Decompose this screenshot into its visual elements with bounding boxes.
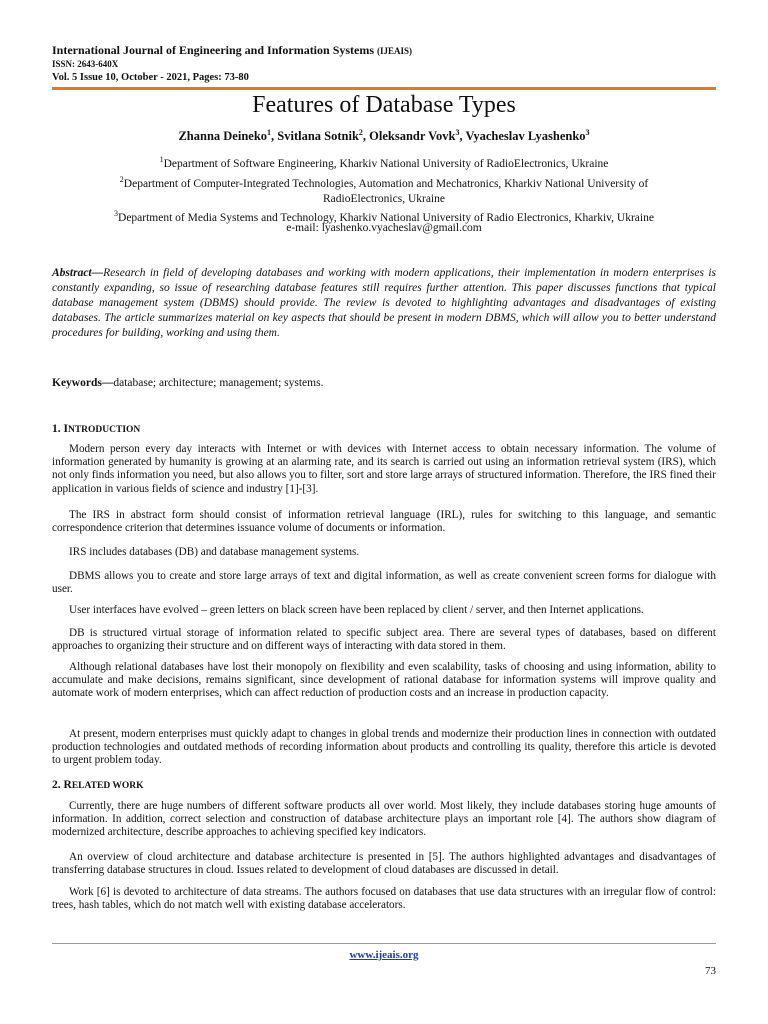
section-heading-introduction: 1. INTRODUCTION — [52, 423, 141, 435]
journal-issn: ISSN: 2643-640X — [52, 59, 119, 69]
paragraph: The IRS in abstract form should consist of information retrieval language (IRL), rules for switching to this language, and semantic correspondence criterion that determines issuance volume of documents or information. — [52, 509, 716, 535]
author-email: e-mail: lyashenko.vyacheslav@gmail.com — [286, 222, 482, 234]
paragraph: User interfaces have evolved – green letters on black screen have been replaced by client / server, and then Internet applications. — [69, 604, 644, 616]
paragraph: Although relational databases have lost their monopoly on flexibility and even scalability, tasks of choosing and using information, ability to accumulate and make decisions, remains significant, since development of rational database for information systems will improve quality and automate work of modern enterprises, which can affect reduction of production costs and an increase in production capacity. — [52, 661, 716, 700]
footer-rule — [52, 943, 716, 944]
page-number: 73 — [705, 965, 716, 977]
header-rule — [52, 87, 716, 90]
paragraph: At present, modern enterprises must quickly adapt to changes in global trends and modernize their production lines in connection with outdated production technologies and outdated methods of recording information about products and controlling its quality, therefore this article is devoted to urgent problem today. — [52, 728, 716, 767]
abstract — [52, 266, 716, 341]
paragraph: IRS includes databases (DB) and database management systems. — [69, 546, 360, 558]
paragraph: DBMS allows you to create and store large arrays of text and digital information, as well as create convenient screen forms for dialogue with user. — [52, 570, 716, 596]
paragraph: Work [6] is devoted to architecture of data streams. The authors focused on databases that use data structures with an irregular flow of control: trees, hash tables, which do not match well with existing database accelerators. — [52, 886, 716, 912]
keywords — [52, 377, 716, 389]
paragraph: An overview of cloud architecture and database architecture is presented in [5]. The authors highlighted advantages and disadvantages of transferring database structures in cloud. Issues related to development of cloud databases are discussed in detail. — [52, 851, 716, 877]
paragraph: DB is structured virtual storage of information related to specific subject area. There are several types of databases, based on different approaches to organizing their structure and on different ways of interacting with data stored in them. — [52, 627, 716, 653]
journal-abbr: (IJEAIS) — [377, 46, 413, 56]
keywords-text: database; architecture; management; systems. — [113, 377, 324, 389]
affiliation-3: $^3$Department of Media Systems and Technology, Kharkiv National University of Radio Electronics, Kharkiv, Ukraine — [114, 209, 654, 224]
paper-title: Features of Database Types — [252, 92, 516, 118]
journal-name: International Journal of Engineering and Information Systems — [52, 43, 375, 57]
journal-website-link[interactable]: www.ijeais.org — [349, 949, 419, 961]
paragraph: Currently, there are huge numbers of different software products all over world. Most likely, they include databases storing huge amounts of information. In addition, correct selection and construction of database architecture plays an important role [4]. The authors show diagram of modernized architecture, describe approaches to achieving specified key indicators. — [52, 800, 716, 839]
author-list: Zhanna Deineko$^1$, Svitlana Sotnik$^2$, Oleksandr Vovk$^3$, Vyacheslav Lyashenko$^3$ — [178, 128, 590, 144]
paragraph: Modern person every day interacts with Internet or with devices with Internet access to obtain necessary information. The volume of information generated by humanity is growing at an alarming rate, and its search is carried out using an information retrieval system (IRS), which not only finds information you need, but also allows you to filter, sort and store large arrays of structured information. Therefore, the IRS fined their application in various fields of science and industry [1]-[3]. — [52, 443, 716, 495]
affiliation-1: $^1$Department of Software Engineering, Kharkiv National University of RadioElectronics, Ukraine — [159, 155, 609, 170]
section-heading-related-work: 2. RELATED WORK — [52, 779, 144, 791]
journal-volume: Vol. 5 Issue 10, October - 2021, Pages: 73-80 — [52, 72, 249, 83]
journal-header — [52, 44, 412, 84]
abstract-label: Abstract— — [52, 267, 104, 279]
abstract-text: Research in field of developing databases and working with modern applications, their implementation in modern enterprises is constantly expanding, so issue of researching database features still requires further attention. This paper discusses functions that typical database management system (DBMS) should provide. The review is devoted to highlighting advantages and disadvantages of existing databases. The article summarizes material on key aspects that should be present in modern DBMS, which will allow you to better understand procedures for building, working and using them. — [52, 267, 716, 339]
keywords-label: Keywords— — [52, 377, 114, 389]
affiliation-2: $^2$Department of Computer-Integrated Technologies, Automation and Mechatronics, Kharkiv National University of RadioElectronics, Ukraine — [119, 175, 649, 205]
